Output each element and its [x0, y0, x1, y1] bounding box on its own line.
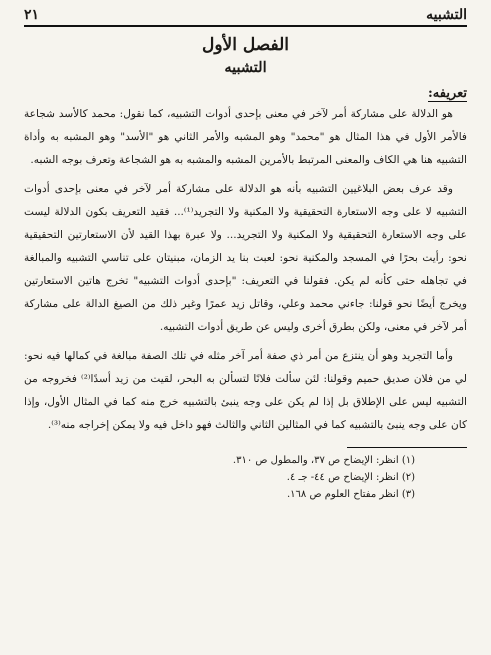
body-text — [24, 103, 467, 437]
paragraph-2: وقد عرف بعض البلاغيين التشبيه بأنه هو الدلالة على مشاركة أمر لآخر في معنى بإحدى أدوات التشبيه لا على وجه الاستعارة التحقيقية ولا المكنية ولا التجريد⁽¹⁾... فقيد التعريف بكون الدلالة ليست على وجه الاستعارة التحقيقية ولا المكنية ولا التجريد... ولا عبرة بهذا القيد لأن الاستعارتين التحقيقية نحو: رأيت بحرًا في المسجد والمكنية نحو: لعبت بنا يد الزمان، مبنيتان على تناسي التشبيه والمبالغة في تجاهله حتى كأنه لم يكن. فقولنا في التعريف: "بإحدى أدوات التشبيه" تخرج هاتين الاستعارتين ويخرج أيضًا نحو قولنا: جاءني محمد وعلي، وقاتل زيد عمرًا وغير ذلك من الصيغ الدالة على مشاركة أمر لآخر في معنى، ولكن بطرق أخرى وليس عن طريق أدوات التشبيه. — [24, 183, 467, 333]
footnote-3: (٣) انظر مفتاح العلوم ص ١٦٨. — [286, 489, 415, 500]
definition-heading — [24, 84, 467, 103]
footnote-2: (٢) انظر: الإيضاح ص ٤٤- جـ ٤. — [286, 472, 415, 483]
footnote-1: (١) انظر: الإيضاح ص ٣٧، والمطول ص ٣١٠. — [232, 455, 415, 466]
header-rule — [24, 25, 467, 27]
footnote-separator — [347, 447, 467, 448]
running-header — [24, 6, 467, 24]
paragraph-3: وأما التجريد وهو أن ينتزع من أمر ذي صفة أمر آخر مثله في تلك الصفة مبالغة في كمالها فيه نحو: لي من فلان صديق حميم وقولنا: لئن سألت فلانًا لتسألن به البحر، لقيت من زيد أسدًا⁽²⁾ فخروجه من التشبيه ليس على الإطلاق بل إذا لم يكن على وجه ينبئ بالتشبيه خرج منه كما في المثال الأول، وإذا كان على وجه ينبئ بالتشبيه كما في المثالين الثاني والثالث فهو داخل فيه ولا يمكن إخراجه منه⁽³⁾. — [24, 350, 467, 431]
footnotes — [24, 452, 467, 503]
definition-heading-text: تعريفه: — [427, 86, 467, 101]
running-title: التشبيه — [426, 7, 467, 23]
paragraph-1: هو الدلالة على مشاركة أمر لآخر في معنى بإحدى أدوات التشبيه، كما نقول: محمد كالأسد شجاعة فالأمر الأول في هذا المثال هو "محمد" وهو المشبه والأمر الثاني هو "الأسد" وهو المشبه به وأداة التشبيه هنا هي الكاف والمعنى المرتبط بالأمرين المشبه والمشبه به هو الشجاعة وتعرف بوجه الشبه. — [24, 108, 467, 166]
page-number: ٢١ — [24, 7, 40, 23]
chapter-subtitle: التشبيه — [224, 59, 267, 76]
chapter-title: الفصل الأول — [201, 35, 290, 55]
